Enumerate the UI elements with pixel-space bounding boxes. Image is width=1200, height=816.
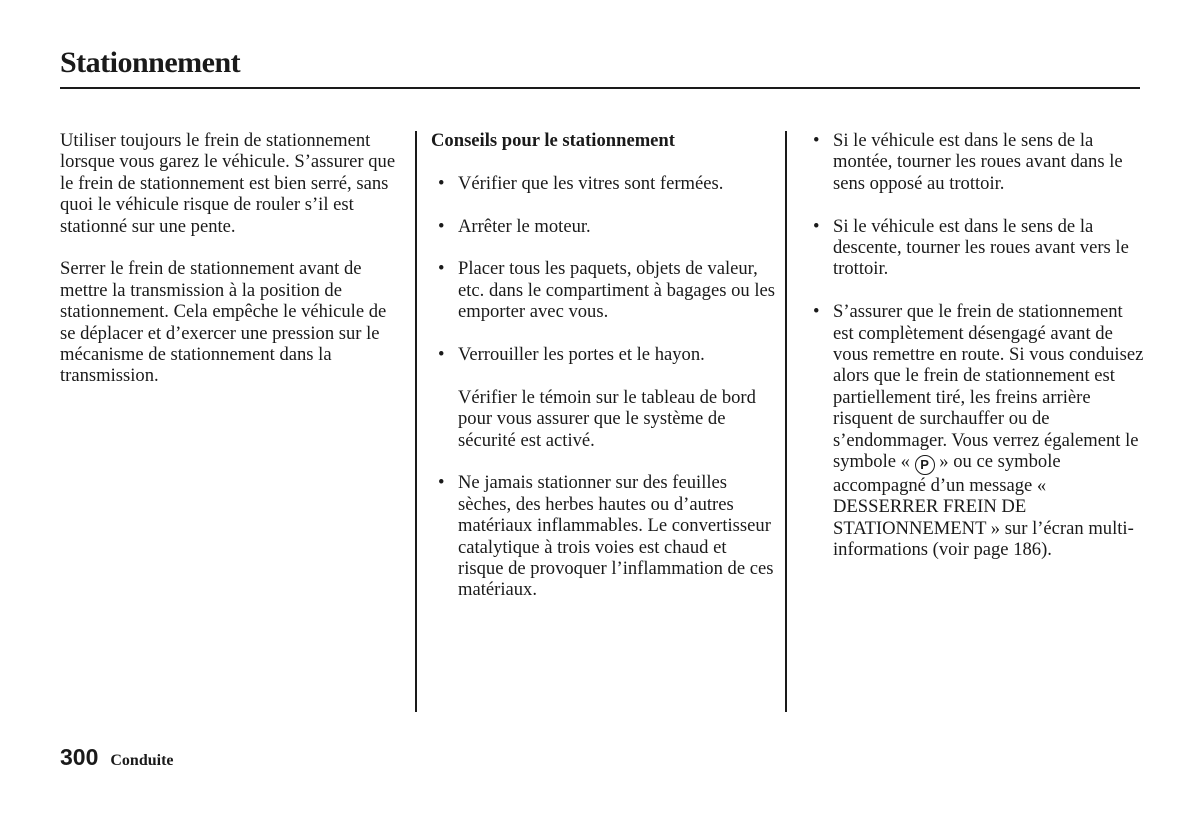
page-title: Stationnement [60,46,241,79]
column-divider-left [415,131,417,712]
warning-text-end: » ou ce symbole accompagné d’un message « DESSERRER FREIN DE STATIONNEMENT » sur l’écran multi-informations (voir page 186). [833,451,1134,561]
list-item [431,344,776,451]
right-column [806,130,1146,582]
title-divider [60,87,1140,89]
parking-brake-paragraph: Serrer le frein de stationnement avant de mettre la transmission à la position de stationnement. Cela empêche le véhicule de se déplacer et d’exercer une pression sur le mécanisme de stationnement dans la transmission. [60,258,387,387]
column-divider-right [785,131,787,712]
bullet-icon: • [813,215,820,237]
list-item-text: Si le véhicule est dans le sens de la montée, tourner les roues avant dans le sens opposé au trottoir. [833,130,1123,194]
parking-tips-list [431,173,776,601]
middle-column [431,130,776,622]
wheel-tips-list [806,130,1146,561]
list-item-text: Arrêter le moteur. [458,215,591,237]
list-item-text: Placer tous les paquets, objets de valeur, etc. dans le compartiment à bagages ou les emporter avec vous. [458,258,776,323]
parking-tips-heading: Conseils pour le stationnement [431,130,675,151]
page-number: 300 [60,744,99,770]
bullet-icon: • [438,215,445,237]
warning-text-start: S’assurer que le frein de stationnement est complètement désengagé avant de vous remettre en route. Si vous conduisez alors que le frein de stationnement est partiellement tiré, les freins arrière risquent de surchauffer ou de s’endommager. Vous verrez également le symbole « [833,301,1144,473]
list-item-text: Verrouiller les portes et le hayon. [458,344,705,365]
list-item [431,216,776,237]
left-column [60,130,400,408]
list-item [806,130,1146,194]
intro-paragraph: Utiliser toujours le frein de stationnement lorsque vous garez le véhicule. S’assurer que le frein de stationnement est bien serré, sans quoi le véhicule risque de rouler s’il est stationné sur une pente. [60,130,396,237]
list-item [806,301,1146,560]
page-footer [60,744,174,771]
bullet-icon: • [438,472,445,494]
list-item [431,258,776,322]
parking-brake-icon: P [915,455,935,475]
list-item [431,173,776,194]
bullet-icon: • [438,344,445,365]
list-item-text [833,301,1146,560]
bullet-icon: • [813,130,820,151]
bullet-icon: • [813,301,820,323]
list-item-text: Si le véhicule est dans le sens de la descente, tourner les roues avant vers le trottoir. [833,215,1129,280]
list-item-text: Ne jamais stationner sur des feuilles sèches, des herbes hautes ou d’autres matériaux inflammables. Le convertisseur catalytique à trois voies est chaud et risque de provoquer l’inflammation de ces matériaux. [458,472,774,601]
bullet-icon: • [438,172,445,194]
list-item-note: Vérifier le témoin sur le tableau de bord pour vous assurer que le système de sécurité est activé. [458,386,756,451]
list-item-text: Vérifier que les vitres sont fermées. [458,172,724,194]
list-item [806,216,1146,280]
section-name: Conduite [110,752,174,769]
bullet-icon: • [438,258,445,280]
list-item [431,472,776,600]
